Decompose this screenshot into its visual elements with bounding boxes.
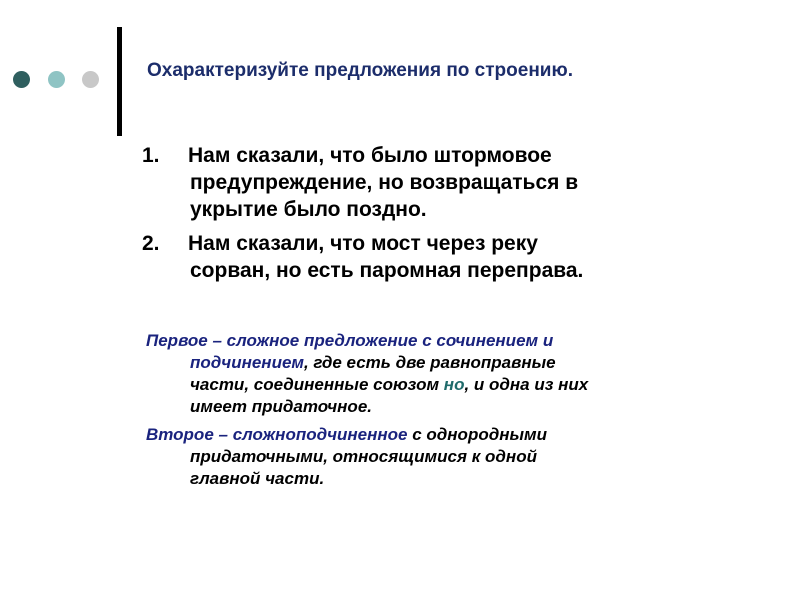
sentence-number: 2. <box>142 232 160 255</box>
sentence-list <box>142 142 742 291</box>
slide-title: Охарактеризуйте предложения по строению. <box>147 60 573 81</box>
sentence-number: 1. <box>142 144 160 167</box>
sentence-item <box>142 142 742 223</box>
sentence-line: сорван, но есть паромная переправа. <box>190 259 584 282</box>
explanation-line: имеет придаточное. <box>190 397 372 416</box>
sentence-line: Нам сказали, что было штормовое <box>188 144 552 167</box>
decor-dot-gray <box>82 71 99 88</box>
explanation-block <box>146 330 746 496</box>
explanation-lead: Второе – <box>146 425 233 444</box>
explanation-line <box>146 330 746 352</box>
decor-dot-light <box>48 71 65 88</box>
explanation-text: с однородными <box>407 425 547 444</box>
sentence-line: укрытие было поздно. <box>190 198 427 221</box>
title-divider <box>117 27 122 136</box>
explanation-line <box>146 352 746 374</box>
explanation-line <box>146 424 746 446</box>
explanation-text: части, соединенные союзом <box>190 375 444 394</box>
explanation-term: сложноподчиненное <box>232 425 408 444</box>
explanation-line: главной части. <box>190 469 325 488</box>
sentence-line: Нам сказали, что мост через реку <box>188 232 538 255</box>
explanation-text: , где есть две равноправные <box>303 353 556 372</box>
explanation-term: сложное предложение с сочинением и <box>226 331 554 350</box>
sentence-item <box>142 230 742 284</box>
explanation-line <box>146 374 746 396</box>
explanation-term: подчинением <box>190 353 304 372</box>
explanation-text: , и одна из них <box>464 375 589 394</box>
explanation-second <box>146 424 746 490</box>
decor-dot-dark <box>13 71 30 88</box>
explanation-conjunction: но <box>443 375 465 394</box>
sentence-line: предупреждение, но возвращаться в <box>190 171 579 194</box>
explanation-first <box>146 330 746 418</box>
explanation-line: придаточными, относящимися к одной <box>190 447 537 466</box>
explanation-lead: Первое – <box>146 331 227 350</box>
